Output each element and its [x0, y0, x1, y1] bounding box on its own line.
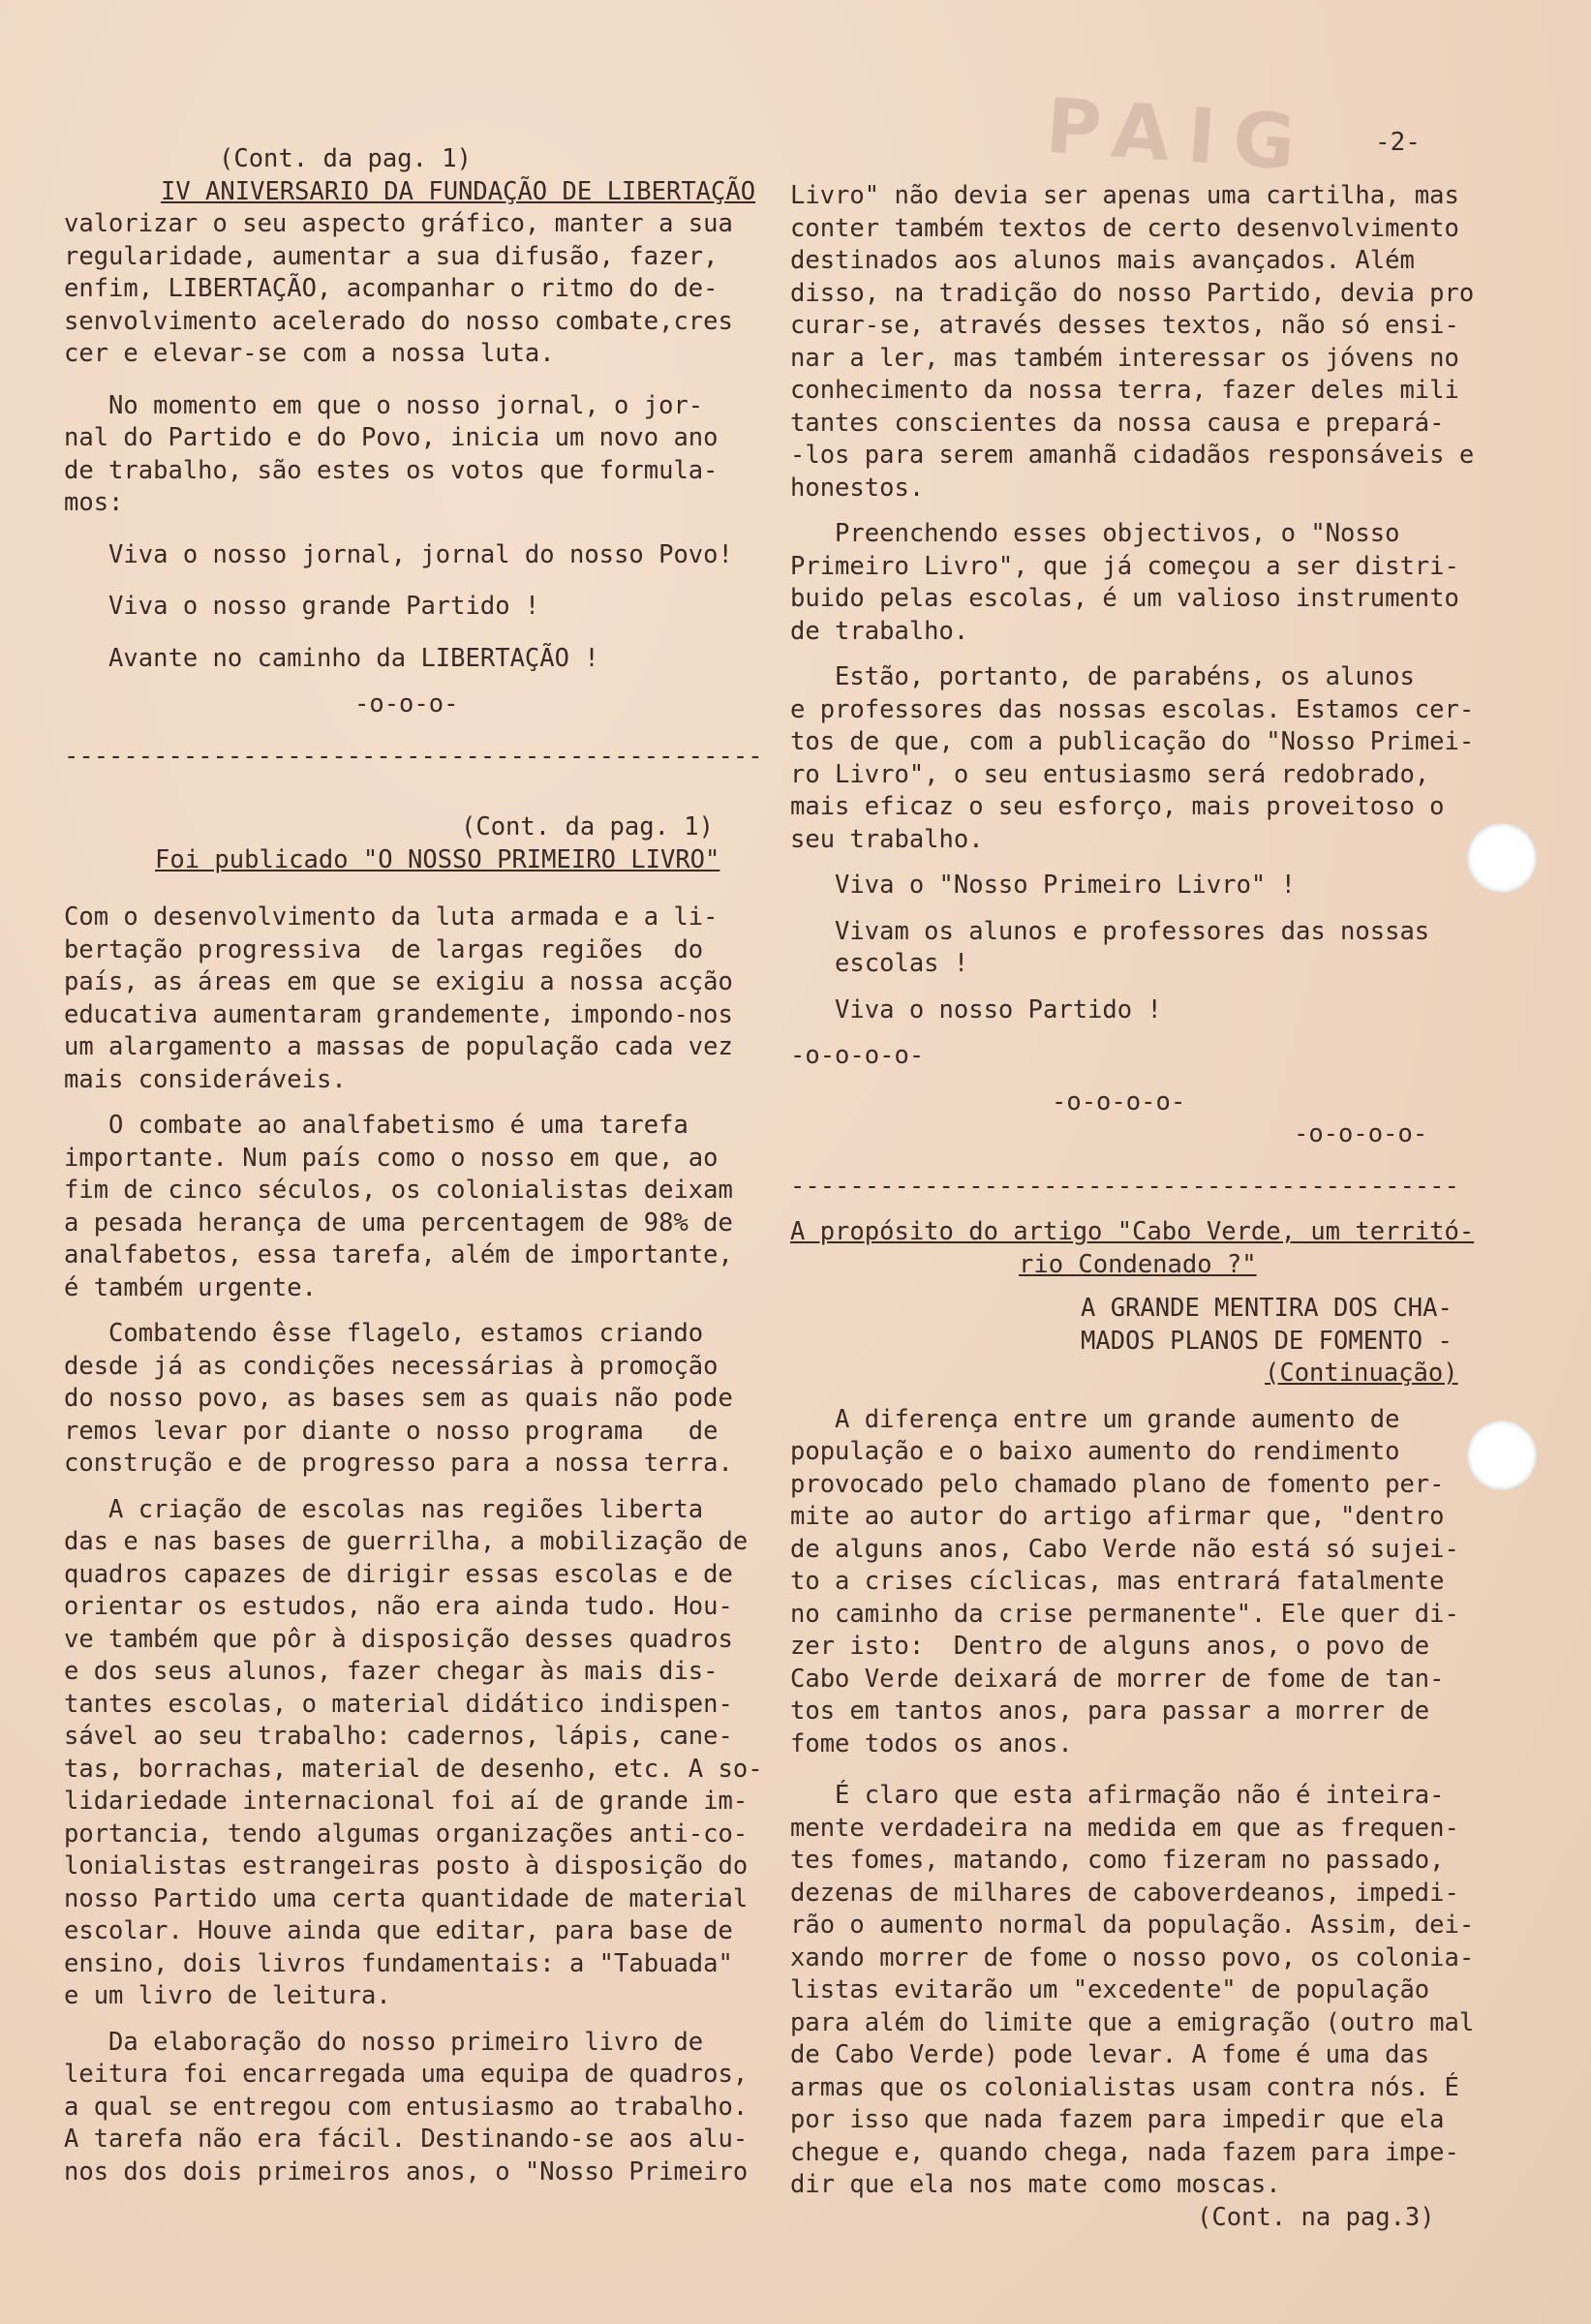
text-line: chegue e, quando chega, nada fazem para impe-: [790, 2137, 1459, 2167]
text-line: analfabetos, essa tarefa, além de importante,: [64, 1240, 733, 1269]
text-line: enfim, LIBERTAÇÃO, acompanhar o ritmo do de-: [64, 274, 719, 303]
text-line: bertação progressiva de largas regiões do: [64, 934, 704, 964]
article-title: A propósito do artigo "Cabo Verde, um territó-: [790, 1217, 1475, 1246]
paragraph: [64, 1318, 771, 1481]
slogan: Viva o "Nosso Primeiro Livro" !: [790, 871, 1296, 900]
text-line: A diferença entre um grande aumento de: [790, 1404, 1400, 1434]
text-line: cer e elevar-se com a nossa luta.: [64, 339, 555, 368]
paragraph: [64, 390, 771, 520]
text-line: tas, borrachas, material de desenho, etc. A so-: [64, 1754, 763, 1784]
text-line: conter também textos de certo desenvolvimento: [790, 213, 1459, 243]
article-subtitle: (Continuação): [1265, 1359, 1458, 1388]
text-line: a pesada herança de uma percentagem de 98% de: [64, 1208, 733, 1238]
paragraph: [790, 661, 1526, 856]
slogan: escolas !: [790, 949, 969, 978]
text-line: regularidade, aumentar a sua difusão, fazer,: [64, 241, 719, 271]
dashed-divider: -----------------------------------------------: [64, 741, 763, 771]
text-line: tantes conscientes da nossa causa e prepará-: [790, 408, 1445, 438]
left-column: [64, 143, 771, 2188]
text-line: importante. Num país como o nosso em que, ao: [64, 1143, 719, 1173]
text-line: honestos.: [790, 473, 925, 503]
text-line: dir que ela nos mate como moscas.: [790, 2170, 1281, 2199]
text-line: buido pelas escolas, é um valioso instrumento: [790, 584, 1459, 613]
paragraph: [64, 1110, 771, 1304]
text-line: fome todos os anos.: [790, 1728, 1073, 1758]
text-line: e professores das nossas escolas. Estamos cer-: [790, 694, 1475, 724]
faint-stamp: PAIG: [1043, 82, 1316, 189]
text-line: No momento em que o nosso jornal, o jor-: [64, 390, 704, 420]
text-line: Estão, portanto, de parabéns, os alunos: [790, 662, 1415, 691]
text-line: orientar os estudos, não era ainda tudo. Hou-: [64, 1592, 733, 1621]
text-line: A criação de escolas nas regiões liberta: [64, 1494, 704, 1524]
text-line: zer isto: Dentro de alguns anos, o povo de: [790, 1632, 1430, 1661]
text-line: por isso que nada fazem para impedir que ela: [790, 2105, 1445, 2134]
continuation-note: (Cont. da pag. 1): [219, 144, 472, 173]
continuation-note: (Cont. na pag.3): [1197, 2202, 1435, 2232]
text-line: no caminho da crise permanente". Ele quer di-: [790, 1599, 1459, 1629]
text-line: mos:: [64, 488, 124, 517]
text-line: para além do limite que a emigração (outro mal: [790, 2007, 1475, 2037]
text-line: mente verdadeira na medida em que as frequen-: [790, 1813, 1459, 1843]
text-line: um alargamento a massas de população cada vez: [64, 1032, 733, 1061]
text-line: ro Livro", o seu entusiasmo será redobrado,: [790, 759, 1430, 789]
paragraph: [790, 1780, 1526, 2202]
text-line: remos levar por diante o nosso programa de: [64, 1416, 719, 1446]
text-line: mais eficaz o seu esforço, mais proveitoso o: [790, 792, 1445, 821]
text-line: provocado pelo chamado plano de fomento per-: [790, 1469, 1445, 1499]
text-line: leitura foi encarregada uma equipa de quadros,: [64, 2060, 749, 2089]
text-line: Da elaboração do nosso primeiro livro de: [64, 2027, 704, 2057]
text-line: valorizar o seu aspecto gráfico, manter a sua: [64, 209, 733, 238]
text-line: nal do Partido e do Povo, inicia um novo ano: [64, 423, 719, 452]
paragraph: [790, 1404, 1526, 1761]
text-line: disso, na tradição do nosso Partido, devia pro: [790, 278, 1475, 308]
section-separator: -o-o-o-o-: [1052, 1086, 1186, 1116]
paragraph: [64, 902, 771, 1096]
text-line: conhecimento da nossa terra, fazer deles mili: [790, 376, 1459, 405]
text-line: É claro que esta afirmação não é inteira-: [790, 1781, 1445, 1810]
right-column: [790, 180, 1526, 2234]
text-line: O combate ao analfabetismo é uma tarefa: [64, 1111, 688, 1140]
text-line: população e o baixo aumento do rendimento: [790, 1437, 1400, 1466]
text-line: armas que os colonialistas usam contra nós. É: [790, 2072, 1459, 2102]
section-separator: -o-o-o-: [354, 689, 459, 719]
text-line: ensino, dois livros fundamentais: a "Tabuada": [64, 1948, 733, 1978]
text-line: educativa aumentaram grandemente, impondo-nos: [64, 999, 733, 1029]
text-line: destinados aos alunos mais avançados. Além: [790, 246, 1415, 275]
slogan: Viva o nosso grande Partido !: [64, 592, 540, 621]
article-title: IV ANIVERSARIO DA FUNDAÇÃO DE LIBERTAÇÃO: [161, 176, 756, 206]
paragraph: [64, 2027, 771, 2189]
text-line: nos dos dois primeiros anos, o "Nosso Primeiro: [64, 2156, 749, 2186]
text-line: do nosso povo, as bases sem as quais não pode: [64, 1384, 733, 1413]
section-separator: -o-o-o-o-: [1294, 1119, 1428, 1148]
article-title: rio Condenado ?": [1019, 1249, 1257, 1279]
text-line: tantes escolas, o material didático indispen-: [64, 1689, 733, 1719]
text-line: nosso Partido uma certa quantidade de material: [64, 1883, 749, 1913]
text-line: seu trabalho.: [790, 824, 984, 854]
text-line: de trabalho, são estes os votos que formula-: [64, 455, 719, 485]
paragraph: [64, 1494, 771, 2013]
dashed-divider: ---------------------------------------------: [790, 1171, 1459, 1201]
text-line: a qual se entregou com entusiasmo ao trabalho.: [64, 2092, 749, 2122]
text-line: tes fomes, matando, como fizeram no passado,: [790, 1846, 1445, 1875]
text-line: listas evitarão um "excedente" de população: [790, 1975, 1430, 2004]
text-line: de Cabo Verde) pode levar. A fome é uma das: [790, 2040, 1430, 2069]
slogan: Viva o nosso jornal, jornal do nosso Povo!: [64, 539, 733, 569]
continuation-note: (Cont. da pag. 1): [461, 812, 714, 841]
slogan: Avante no caminho da LIBERTAÇÃO !: [64, 643, 599, 673]
text-line: de trabalho.: [790, 616, 969, 646]
text-line: dezenas de milhares de caboverdeanos, impedi-: [790, 1878, 1459, 1908]
text-line: mite ao autor do artigo afirmar que, "dentro: [790, 1502, 1445, 1531]
text-line: tos em tantos anos, para passar a morrer de: [790, 1697, 1430, 1726]
text-line: lonialistas estrangeiras posto à disposição do: [64, 1851, 749, 1881]
text-line: senvolvimento acelerado do nosso combate,cres: [64, 306, 733, 336]
text-line: desde já as condições necessárias à promoção: [64, 1351, 719, 1381]
text-line: nar a ler, mas também interessar os jóvens no: [790, 343, 1459, 373]
text-line: Cabo Verde deixará de morrer de fome de tan-: [790, 1664, 1445, 1694]
page-number: -2-: [1375, 128, 1421, 157]
text-line: ve também que pôr à disposição desses quadros: [64, 1624, 733, 1654]
paragraph: [790, 518, 1526, 648]
text-line: país, as áreas em que se exigiu a nossa acção: [64, 967, 733, 996]
section-separator: -o-o-o-o-: [790, 1041, 925, 1070]
text-line: sável ao seu trabalho: cadernos, lápis, cane-: [64, 1722, 733, 1751]
text-line: Primeiro Livro", que já começou a ser distri-: [790, 551, 1459, 581]
text-line: Livro" não devia ser apenas uma cartilha, mas: [790, 181, 1459, 210]
text-line: fim de cinco séculos, os colonialistas deixam: [64, 1176, 733, 1205]
text-line: to a crises cíclicas, mas entrará fatalmente: [790, 1567, 1445, 1596]
slogan: Vivam os alunos e professores das nossas: [790, 916, 1430, 946]
text-line: de alguns anos, Cabo Verde não está só sujei-: [790, 1534, 1459, 1564]
text-line: construção e de progresso para a nossa terra.: [64, 1449, 733, 1478]
text-line: tos de que, com a publicação do "Nosso Primei-: [790, 727, 1475, 756]
text-line: quadros capazes de dirigir essas escolas e de: [64, 1559, 733, 1589]
paragraph: [790, 180, 1526, 505]
text-line: lidariedade internacional foi aí de grande im-: [64, 1787, 749, 1816]
article-subtitle: MADOS PLANOS DE FOMENTO -: [1081, 1326, 1453, 1356]
text-line: e um livro de leitura.: [64, 1981, 391, 2010]
article-subtitle: A GRANDE MENTIRA DOS CHA-: [1081, 1294, 1453, 1323]
text-line: Com o desenvolvimento da luta armada e a li-: [64, 902, 719, 932]
text-line: e dos seus alunos, fazer chegar às mais dis-: [64, 1657, 719, 1686]
text-line: mais consideráveis.: [64, 1064, 347, 1094]
text-line: A tarefa não era fácil. Destinando-se aos alu-: [64, 2125, 749, 2154]
text-line: rão o aumento normal da população. Assim, dei-: [790, 1911, 1475, 1940]
text-line: escolar. Houve ainda que editar, para base de: [64, 1916, 733, 1945]
text-line: curar-se, através desses textos, não só ensi-: [790, 311, 1459, 340]
text-line: das e nas bases de guerrilha, a mobilização de: [64, 1527, 749, 1556]
text-line: -los para serem amanhã cidadãos responsáveis e: [790, 441, 1475, 470]
text-line: Preenchendo esses objectivos, o "Nosso: [790, 519, 1400, 548]
article-body: [64, 208, 771, 371]
text-line: portancia, tendo algumas organizações anti-co-: [64, 1819, 749, 1849]
article-title: Foi publicado "O NOSSO PRIMEIRO LIVRO": [155, 844, 720, 874]
text-line: é também urgente.: [64, 1272, 317, 1302]
text-line: xando morrer de fome o nosso povo, os colonia-: [790, 1942, 1475, 1972]
slogan: Viva o nosso Partido !: [790, 994, 1162, 1024]
text-line: Combatendo êsse flagelo, estamos criando: [64, 1319, 704, 1348]
